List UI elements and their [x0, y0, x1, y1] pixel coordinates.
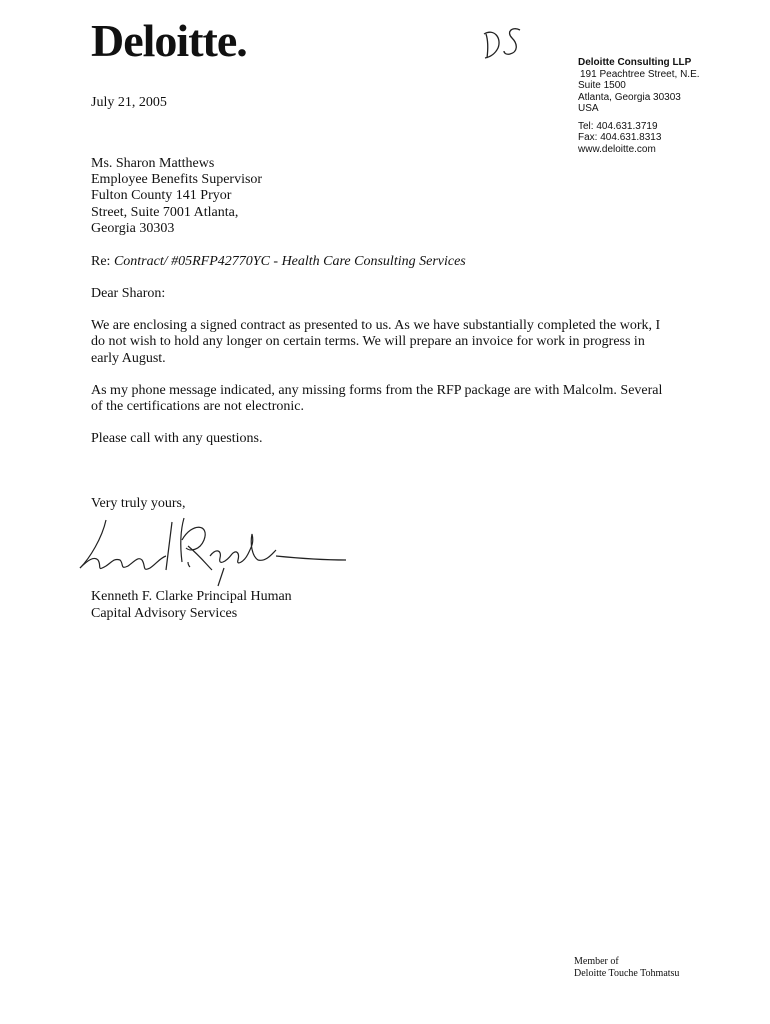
- firm-tel: Tel: 404.631.3719: [578, 120, 658, 132]
- closing: Very truly yours,: [91, 496, 186, 511]
- body-paragraph-2: [91, 383, 662, 416]
- firm-city: Atlanta, Georgia 30303: [578, 91, 681, 103]
- deloitte-logo: Deloitte.: [91, 15, 247, 66]
- paragraph-line: of the certifications are not electronic.: [91, 399, 305, 415]
- firm-country: USA: [578, 103, 599, 114]
- recipient-line: Georgia 30303: [91, 220, 175, 236]
- paragraph-line: Please call with any questions.: [91, 431, 263, 446]
- letter-date: July 21, 2005: [91, 95, 167, 110]
- firm-street: 191 Peachtree Street, N.E.: [580, 68, 700, 80]
- signer-block: [91, 589, 292, 622]
- paragraph-line: We are enclosing a signed contract as presented to us. As we have substantially completed the work, I: [91, 318, 661, 333]
- handwritten-ds-mark: [480, 20, 530, 62]
- firm-fax: Fax: 404.631.8313: [578, 132, 662, 143]
- member-footer: [574, 956, 679, 979]
- paragraph-line: do not wish to hold any longer on certain terms. We will prepare an invoice for work in progress in: [91, 334, 645, 350]
- body-paragraph-1: [91, 318, 660, 367]
- greeting: Dear Sharon:: [91, 286, 166, 301]
- firm-name: Deloitte Consulting LLP: [578, 57, 692, 68]
- signer-line: Kenneth F. Clarke Principal Human: [91, 589, 292, 604]
- recipient-line: Street, Suite 7001 Atlanta,: [91, 204, 239, 220]
- recipient-line: Employee Benefits Supervisor: [91, 172, 263, 188]
- signer-line: Capital Advisory Services: [91, 605, 238, 621]
- recipient-line: Ms. Sharon Matthews: [91, 156, 215, 171]
- body-paragraph-3: [91, 431, 262, 447]
- re-label: Re:: [91, 254, 114, 269]
- paragraph-line: early August.: [91, 350, 166, 366]
- paragraph-line: As my phone message indicated, any missing forms from the RFP package are with Malcolm. Several: [91, 383, 663, 398]
- re-subject: Contract/ #05RFP42770YC - Health Care Consulting Services: [113, 254, 466, 269]
- re-line: [91, 254, 466, 270]
- firm-address-block: [578, 57, 700, 155]
- handwritten-signature: [76, 510, 351, 590]
- firm-website: www.deloitte.com: [578, 143, 656, 155]
- member-line: Member of: [574, 956, 619, 967]
- member-line: Deloitte Touche Tohmatsu: [574, 967, 680, 979]
- firm-suite: Suite 1500: [578, 80, 626, 91]
- recipient-line: Fulton County 141 Pryor: [91, 188, 232, 204]
- recipient-block: [91, 156, 262, 237]
